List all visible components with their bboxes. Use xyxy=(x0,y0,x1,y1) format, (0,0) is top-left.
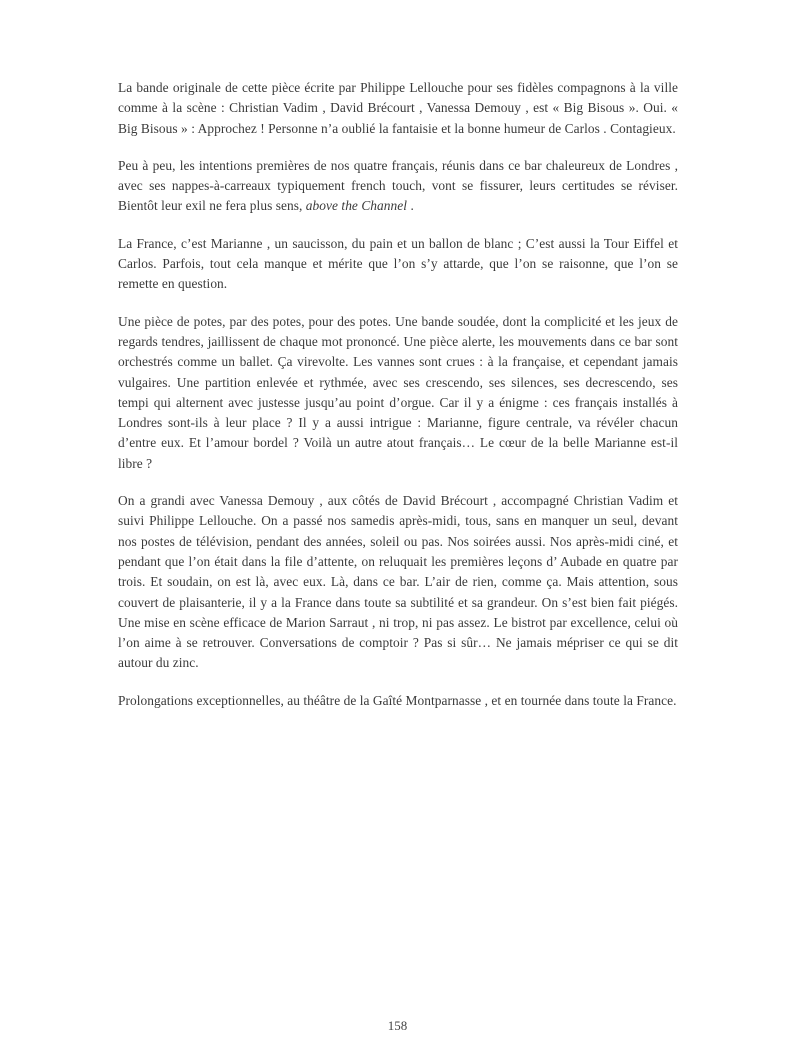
paragraph-london xyxy=(118,156,678,217)
paragraph-intro: La bande originale de cette pièce écrite par Philippe Lellouche pour ses fidèles compagnons à la ville comme à la scène : Christian Vadim , David Brécourt , Vanessa Demouy , est « Big Bisous ». Oui. « Big Bisous » : Approchez ! Personne n’a oublié la fantaisie et la bonne humeur de Carlos . Contagieux. xyxy=(118,80,678,136)
paragraph-potes: Une pièce de potes, par des potes, pour des potes. Une bande soudée, dont la complicité et les jeux de regards tendres, jaillissent de chaque mot prononcé. Une pièce alerte, les mouvements dans ce bar sont orchestrés comme un ballet. Ça virevolte. Les vannes sont crues : à la française, et cependant jamais vulgaires. Une partition enlevée et rythmée, avec ses crescendo, ses silences, ses decrescendo, ses tempi qui alternent avec justesse jusqu’au point d’orgue. Car il y a énigme : ces français installés à Londres sont-ils à leur place ? Il y a aussi intrigue : Marianne, figure centrale, va révéler chacun d’entre eux. Et l’amour bordel ? Voilà un autre atout français… Le cœur de la belle Marianne est-il libre ? xyxy=(118,313,678,471)
paragraph-london-tail: . xyxy=(407,198,414,214)
paragraph-london-text: Peu à peu, les intentions premières de nos quatre français, réunis dans ce bar chaleureux de Londres , avec ses nappes-à-carreaux typiquement french touch, vont se fissurer, leurs certitudes se réviser. Bientôt leur exil ne fera plus sens, xyxy=(118,157,678,214)
paragraph-marianne: La France, c’est Marianne , un saucisson, du pain et un ballon de blanc ; C’est aussi la Tour Eiffel et Carlos. Parfois, tout cela manque et mérite que l’on s’y attarde, que l’on se raisonne, que l’on se remette en question. xyxy=(118,235,678,292)
page-number: 158 xyxy=(387,1018,408,1033)
page-body xyxy=(118,78,678,728)
paragraph-grandi: On a grandi avec Vanessa Demouy , aux côtés de David Brécourt , accompagné Christian Vadim et suivi Philippe Lellouche. On a passé nos samedis après-midi, tous, sans en manquer un seul, devant nos postes de télévision, pendant des années, soleil ou pas. Nos soirées aussi. Nos après-midi ciné, et pendant que l’on était dans la file d’attente, on reluquait les premières leçons d’ Aubade en quatre par trois. Et soudain, on est là, avec eux. Là, dans ce bar. L’air de rien, comme ça. Mais attention, sous couvert de plaisanterie, il y a la France dans toute sa subtilité et sa grandeur. On s’est bien fait piégés. Une mise en scène efficace de Marion Sarraut , ni trop, ni pas assez. Le bistrot par excellence, celui où l’on aime à se retrouver. Conversations de comptoir ? Pas si sûr… Ne jamais mépriser ce qui se dit autour du zinc. xyxy=(118,493,678,671)
paragraph-prolongations: Prolongations exceptionnelles, au théâtre de la Gaîté Montparnasse , et en tournée dans toute la France. xyxy=(118,692,677,708)
paragraph-london-italic: above the Channel xyxy=(305,198,408,214)
